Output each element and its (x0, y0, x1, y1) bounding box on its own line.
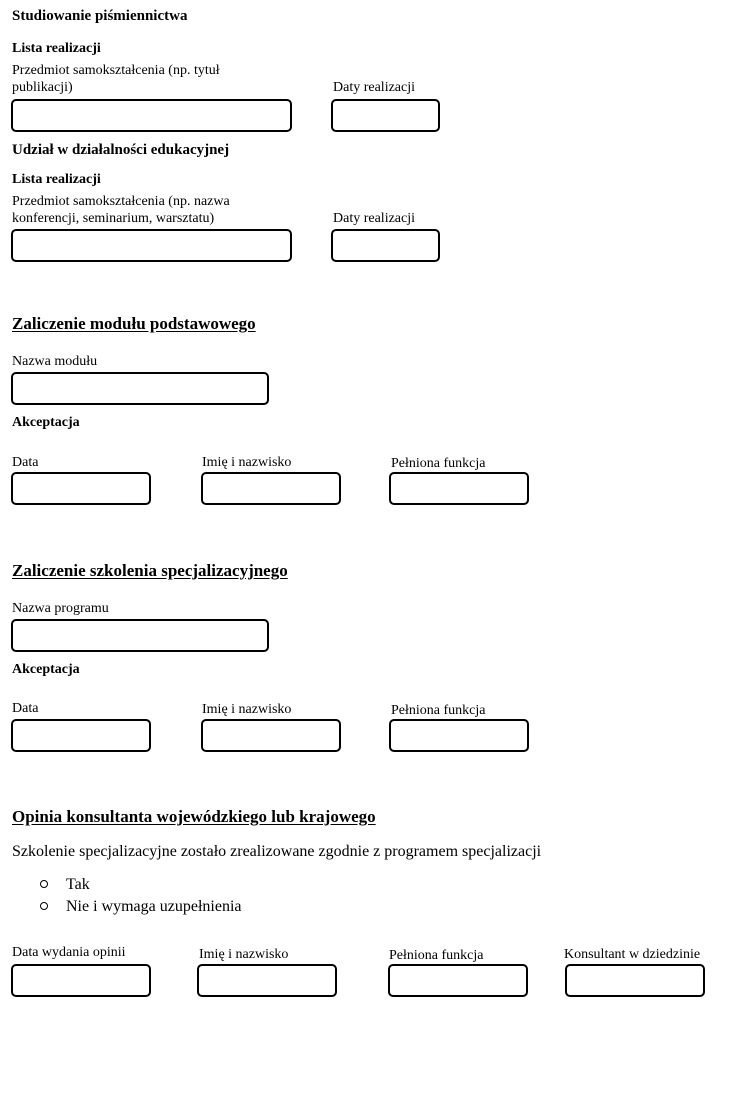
program-name-field[interactable] (11, 619, 269, 652)
opinion-date-label: Data wydania opinii (12, 945, 126, 960)
acceptance-heading: Akceptacja (12, 415, 80, 430)
role-field[interactable] (388, 964, 528, 997)
program-name-label: Nazwa programu (12, 601, 109, 616)
section-title-basic-module: Zaliczenie modułu podstawowego (12, 314, 256, 333)
radio-circle-icon[interactable] (40, 902, 48, 910)
section-title-literature: Studiowanie piśmiennictwa (12, 8, 188, 24)
option-no[interactable] (40, 898, 242, 916)
list-heading: Lista realizacji (12, 172, 101, 187)
dates-field[interactable] (331, 229, 440, 262)
role-field[interactable] (389, 472, 529, 505)
name-label: Imię i nazwisko (199, 947, 289, 962)
opinion-date-field[interactable] (11, 964, 151, 997)
consultant-field[interactable] (565, 964, 705, 997)
date-field[interactable] (11, 719, 151, 752)
module-name-field[interactable] (11, 372, 269, 405)
dates-field[interactable] (331, 99, 440, 132)
role-label: Pełniona funkcja (391, 456, 486, 471)
statement-text: Szkolenie specjalizacyjne zostało zrealizowane zgodnie z programem specjalizacji (12, 843, 542, 860)
radio-circle-icon[interactable] (40, 880, 48, 888)
subject-field[interactable] (11, 99, 292, 132)
subject-label-line2: konferencji, seminarium, warsztatu) (12, 211, 215, 226)
dates-label: Daty realizacji (333, 80, 416, 95)
section-title-consultant-opinion: Opinia konsultanta wojewódzkiego lub krajowego (12, 807, 376, 826)
role-label: Pełniona funkcja (389, 948, 484, 963)
name-field[interactable] (201, 719, 341, 752)
name-field[interactable] (201, 472, 341, 505)
name-field[interactable] (197, 964, 337, 997)
role-field[interactable] (389, 719, 529, 752)
option-no-label: Nie i wymaga uzupełnienia (66, 898, 242, 915)
list-heading: Lista realizacji (12, 41, 101, 56)
role-label: Pełniona funkcja (391, 703, 486, 718)
subject-label-line2: publikacji) (12, 80, 73, 95)
date-label: Data (12, 701, 39, 716)
subject-label-line1: Przedmiot samokształcenia (np. tytuł (12, 63, 220, 78)
option-yes-label: Tak (66, 876, 90, 893)
field-label: Konsultant w dziedzinie (564, 947, 701, 962)
acceptance-heading: Akceptacja (12, 662, 80, 677)
subject-label-line1: Przedmiot samokształcenia (np. nazwa (12, 194, 230, 209)
section-title-education: Udział w działalności edukacyjnej (12, 142, 230, 158)
option-yes[interactable] (40, 876, 90, 894)
name-label: Imię i nazwisko (202, 702, 292, 717)
date-label: Data (12, 455, 39, 470)
subject-field[interactable] (11, 229, 292, 262)
date-field[interactable] (11, 472, 151, 505)
dates-label: Daty realizacji (333, 211, 416, 226)
section-title-specialization: Zaliczenie szkolenia specjalizacyjnego (12, 561, 288, 580)
name-label: Imię i nazwisko (202, 455, 292, 470)
module-name-label: Nazwa modułu (12, 354, 98, 369)
